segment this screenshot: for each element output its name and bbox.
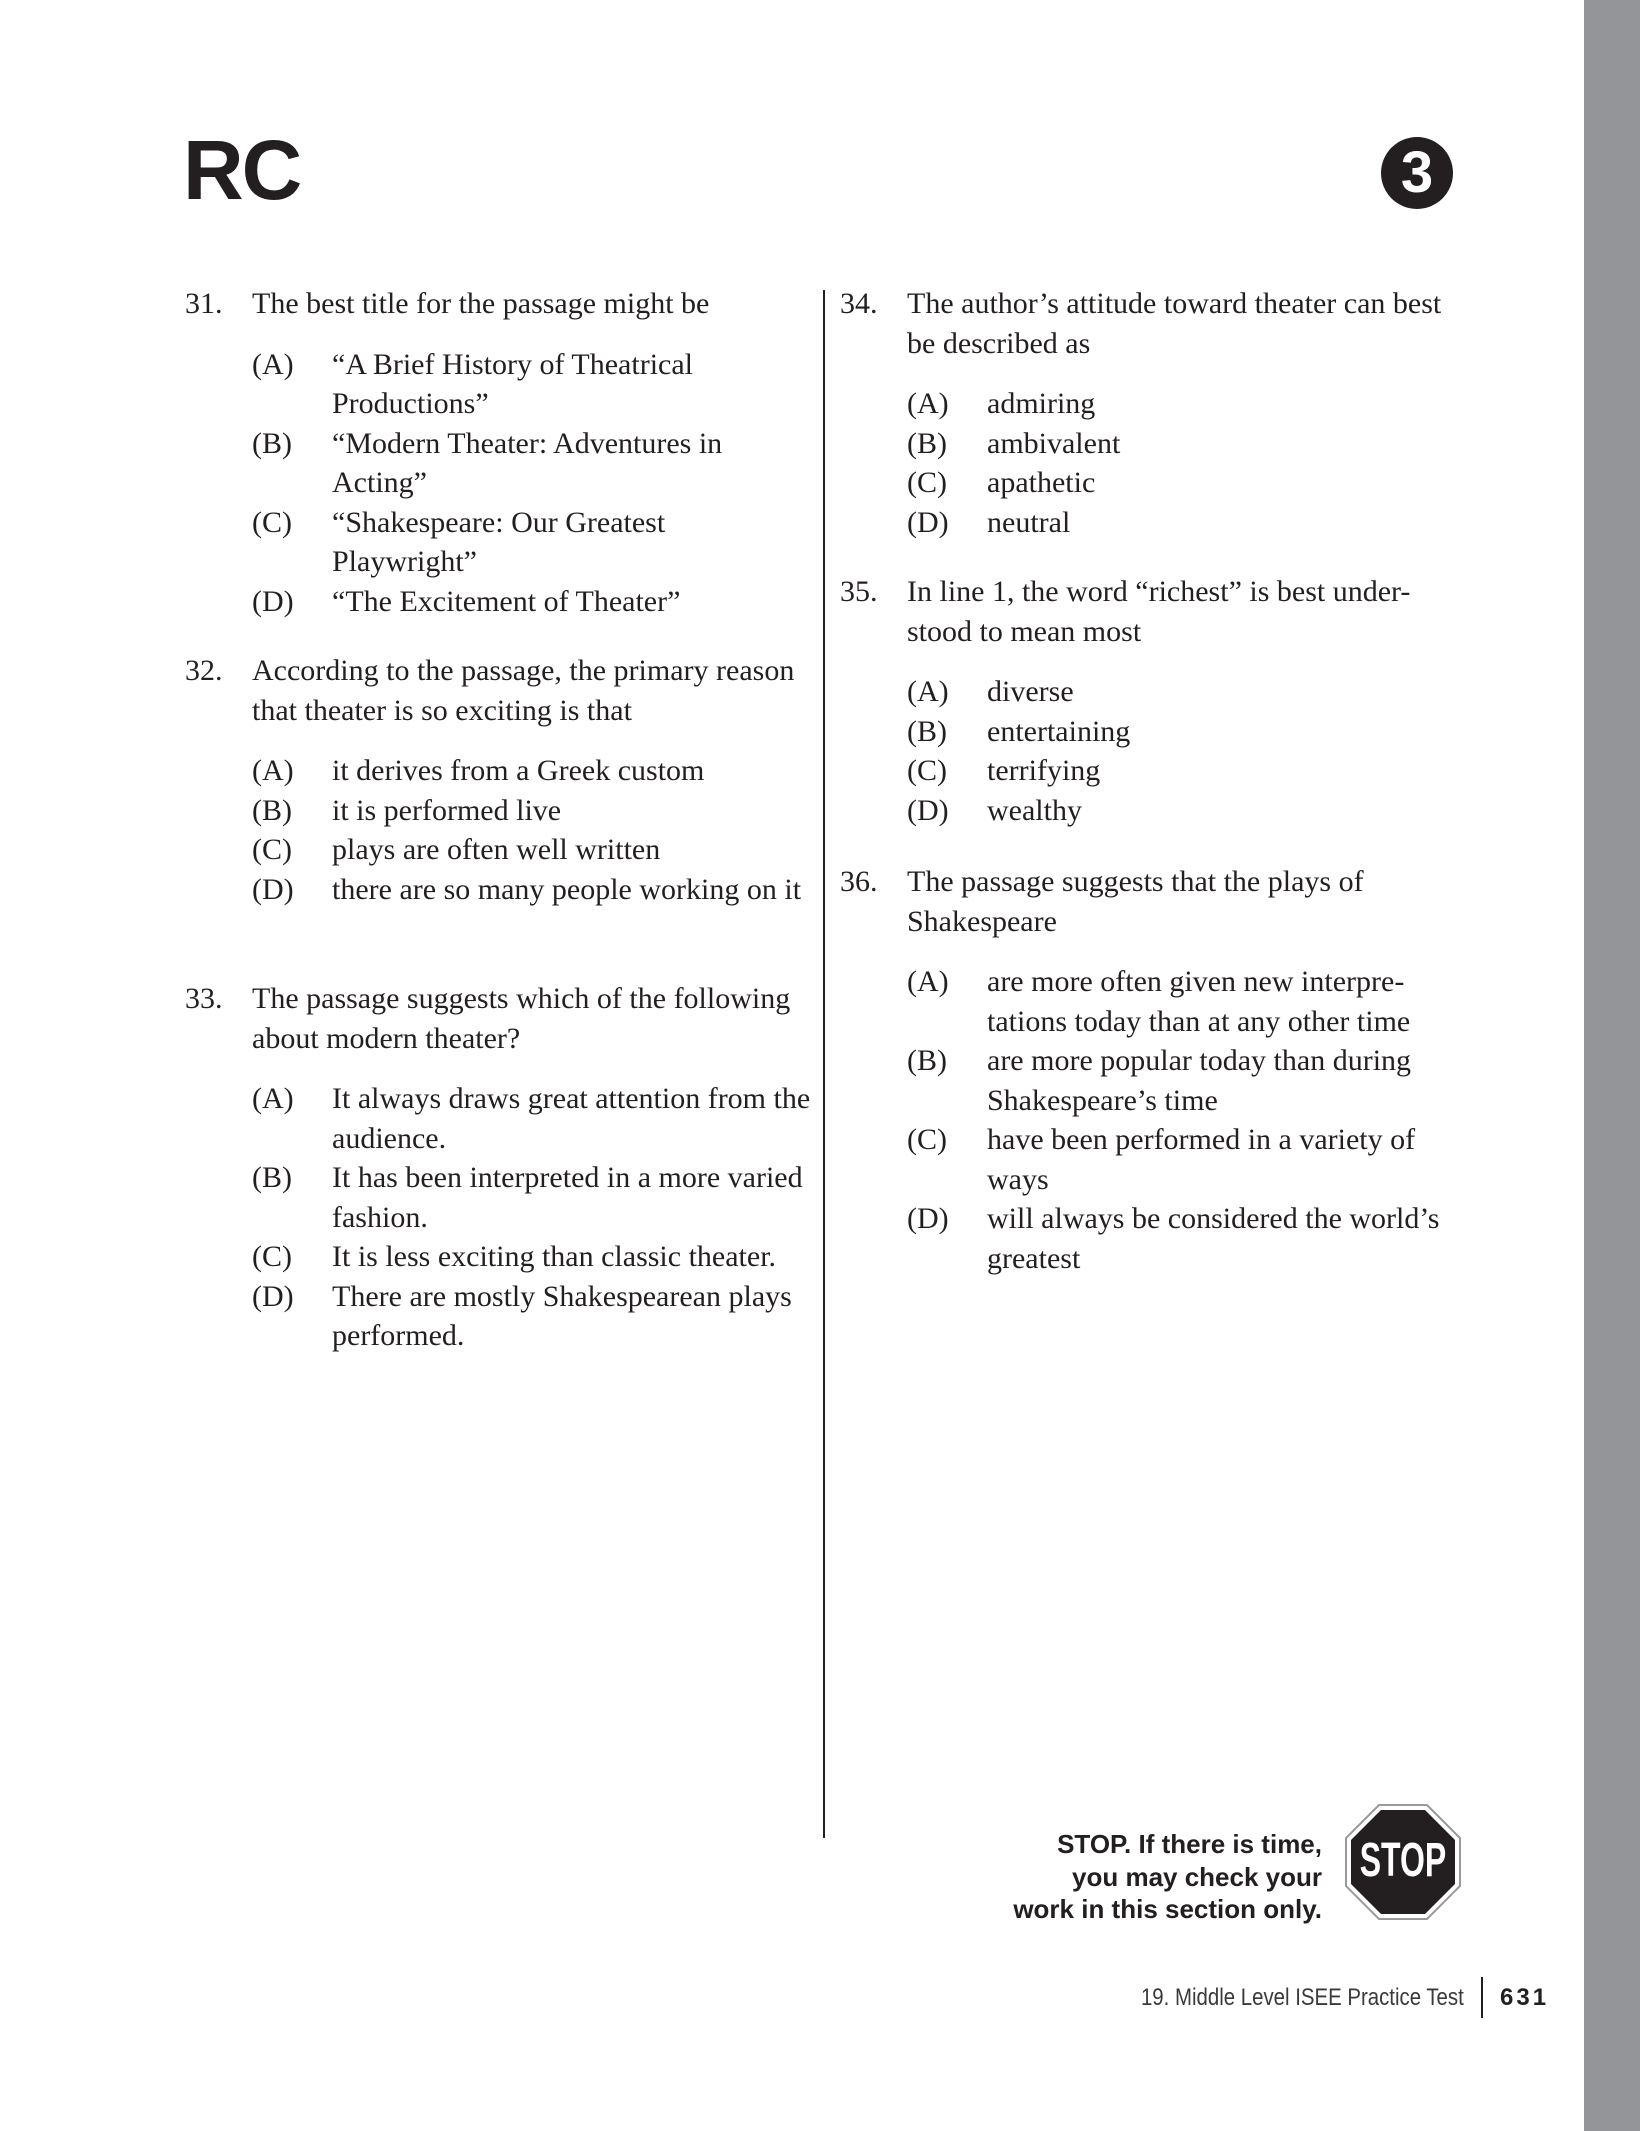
question-text: The passage suggests which of the following about modern theater? [252, 982, 791, 1055]
option-letter: (B) [252, 426, 292, 460]
footer-chapter-title: 19. Middle Level ISEE Practice Test [1141, 1984, 1464, 2011]
option-letter: (D) [252, 872, 294, 906]
option-letter: (A) [252, 347, 294, 381]
option-text: There are mostly Shakespearean plays performed. [332, 1279, 792, 1352]
stop-sign-icon [1344, 1803, 1462, 1921]
stop-instructions [1013, 1828, 1322, 1926]
option-letter: (C) [907, 466, 947, 499]
footer-separator [1481, 1977, 1483, 2018]
answer-option [252, 751, 815, 791]
question-number: 32. [185, 654, 223, 687]
answer-option [252, 830, 815, 870]
option-text: apathetic [987, 466, 1096, 499]
option-letter: (A) [907, 675, 949, 708]
question-stem [185, 284, 815, 324]
column-divider [823, 290, 825, 1838]
answer-option [252, 582, 815, 622]
option-letter: (D) [907, 1202, 949, 1235]
option-text: have been performed in a variety of ways [987, 1123, 1416, 1196]
page-edge-tab [1584, 0, 1640, 2131]
answer-option [907, 962, 1470, 1041]
option-text: entertaining [987, 714, 1131, 748]
option-text: It always draws great attention from the audience. [332, 1082, 811, 1155]
option-letter: (A) [252, 1082, 294, 1115]
option-letter: (C) [252, 833, 292, 866]
option-letter: (B) [252, 1161, 292, 1194]
option-letter: (D) [252, 1279, 294, 1313]
answer-option [252, 1158, 815, 1237]
question-text: In line 1, the word “richest” is best under-stood to mean most [907, 575, 1411, 648]
question-stem [840, 284, 1470, 363]
answer-option [252, 424, 815, 503]
answer-option [907, 503, 1470, 543]
option-letter: (A) [907, 965, 949, 998]
section-number-badge: 3 [1381, 137, 1453, 209]
option-text: diverse [987, 675, 1074, 708]
option-letter: (C) [907, 1123, 947, 1156]
option-text: “Shakespeare: Our Greatest Playwright” [332, 505, 666, 578]
section-title: RC [183, 123, 301, 217]
option-letter: (B) [252, 793, 292, 827]
option-text: are more popular today than during Shakespeare’s time [987, 1044, 1412, 1117]
answer-option [907, 712, 1470, 752]
answer-option [907, 1199, 1470, 1278]
question-stem [185, 979, 815, 1058]
option-text: admiring [987, 387, 1096, 420]
option-letter: (B) [907, 426, 947, 460]
option-text: It is less exciting than classic theater. [332, 1240, 777, 1273]
question-33 [185, 979, 815, 1356]
answer-option [907, 1120, 1470, 1199]
answer-options [907, 962, 1470, 1278]
question-text: The author’s attitude toward theater can best be described as [907, 287, 1442, 360]
option-letter: (C) [907, 754, 947, 787]
option-letter: (A) [907, 387, 949, 420]
answer-option [252, 1237, 815, 1277]
question-number: 34. [840, 287, 878, 320]
option-text: wealthy [987, 793, 1082, 827]
question-stem [840, 862, 1470, 941]
option-text: “The Excitement of Theater” [332, 584, 681, 618]
answer-option [252, 503, 815, 582]
answer-option [252, 1079, 815, 1158]
option-letter: (D) [252, 584, 294, 618]
option-text: it derives from a Greek custom [332, 754, 705, 787]
answer-option [907, 751, 1470, 791]
option-text: will always be considered the world’s greatest [987, 1202, 1440, 1275]
option-text: neutral [987, 505, 1071, 539]
option-text: terrifying [987, 754, 1101, 787]
answer-options [252, 1079, 815, 1356]
stop-line: work in this section only. [1013, 1894, 1322, 1924]
option-text: it is performed live [332, 793, 562, 827]
option-text: “A Brief History of Theatrical Productions” [332, 347, 693, 420]
answer-options [252, 751, 815, 909]
question-number: 36. [840, 865, 878, 898]
answer-option [907, 791, 1470, 831]
question-stem [840, 572, 1470, 651]
option-letter: (B) [907, 714, 947, 748]
answer-option [252, 791, 815, 831]
question-35 [840, 572, 1470, 830]
question-text: According to the passage, the primary reason that theater is so exciting is that [252, 654, 795, 727]
option-text: It has been interpreted in a more varied fashion. [332, 1161, 803, 1234]
question-number: 31. [185, 287, 223, 320]
option-letter: (C) [252, 1240, 292, 1273]
stop-line: you may check your [1072, 1861, 1322, 1892]
answer-option [907, 424, 1470, 464]
answer-options [252, 345, 815, 622]
stop-sign-label: STOP [1359, 1832, 1447, 1887]
option-text: there are so many people working on it [332, 872, 802, 906]
answer-option [907, 384, 1470, 424]
option-letter: (B) [907, 1044, 947, 1077]
option-text: plays are often well written [332, 833, 661, 866]
question-32 [185, 651, 815, 909]
answer-options [907, 384, 1470, 542]
question-text: The best title for the passage might be [252, 287, 710, 320]
answer-options [907, 672, 1470, 830]
option-letter: (D) [907, 505, 949, 539]
answer-option [252, 870, 815, 910]
answer-option [907, 672, 1470, 712]
option-letter: (D) [907, 793, 949, 827]
answer-option [907, 1041, 1470, 1120]
option-text: ambivalent [987, 426, 1121, 460]
question-36 [840, 862, 1470, 1278]
answer-option [907, 463, 1470, 503]
option-letter: (A) [252, 754, 294, 787]
question-text: The passage suggests that the plays of Shakespeare [907, 865, 1364, 938]
answer-option [252, 345, 815, 424]
question-31 [185, 284, 815, 621]
question-number: 33. [185, 982, 223, 1015]
option-text: “Modern Theater: Adventures in Acting” [332, 426, 723, 499]
question-34 [840, 284, 1470, 542]
answer-option [252, 1277, 815, 1356]
question-stem [185, 651, 815, 730]
option-letter: (C) [252, 505, 292, 539]
question-number: 35. [840, 575, 878, 608]
stop-line: STOP. If there is time, [1057, 1829, 1322, 1859]
option-text: are more often given new interpre-tations today than at any other time [987, 965, 1411, 1038]
page-number: 631 [1500, 1984, 1550, 2011]
